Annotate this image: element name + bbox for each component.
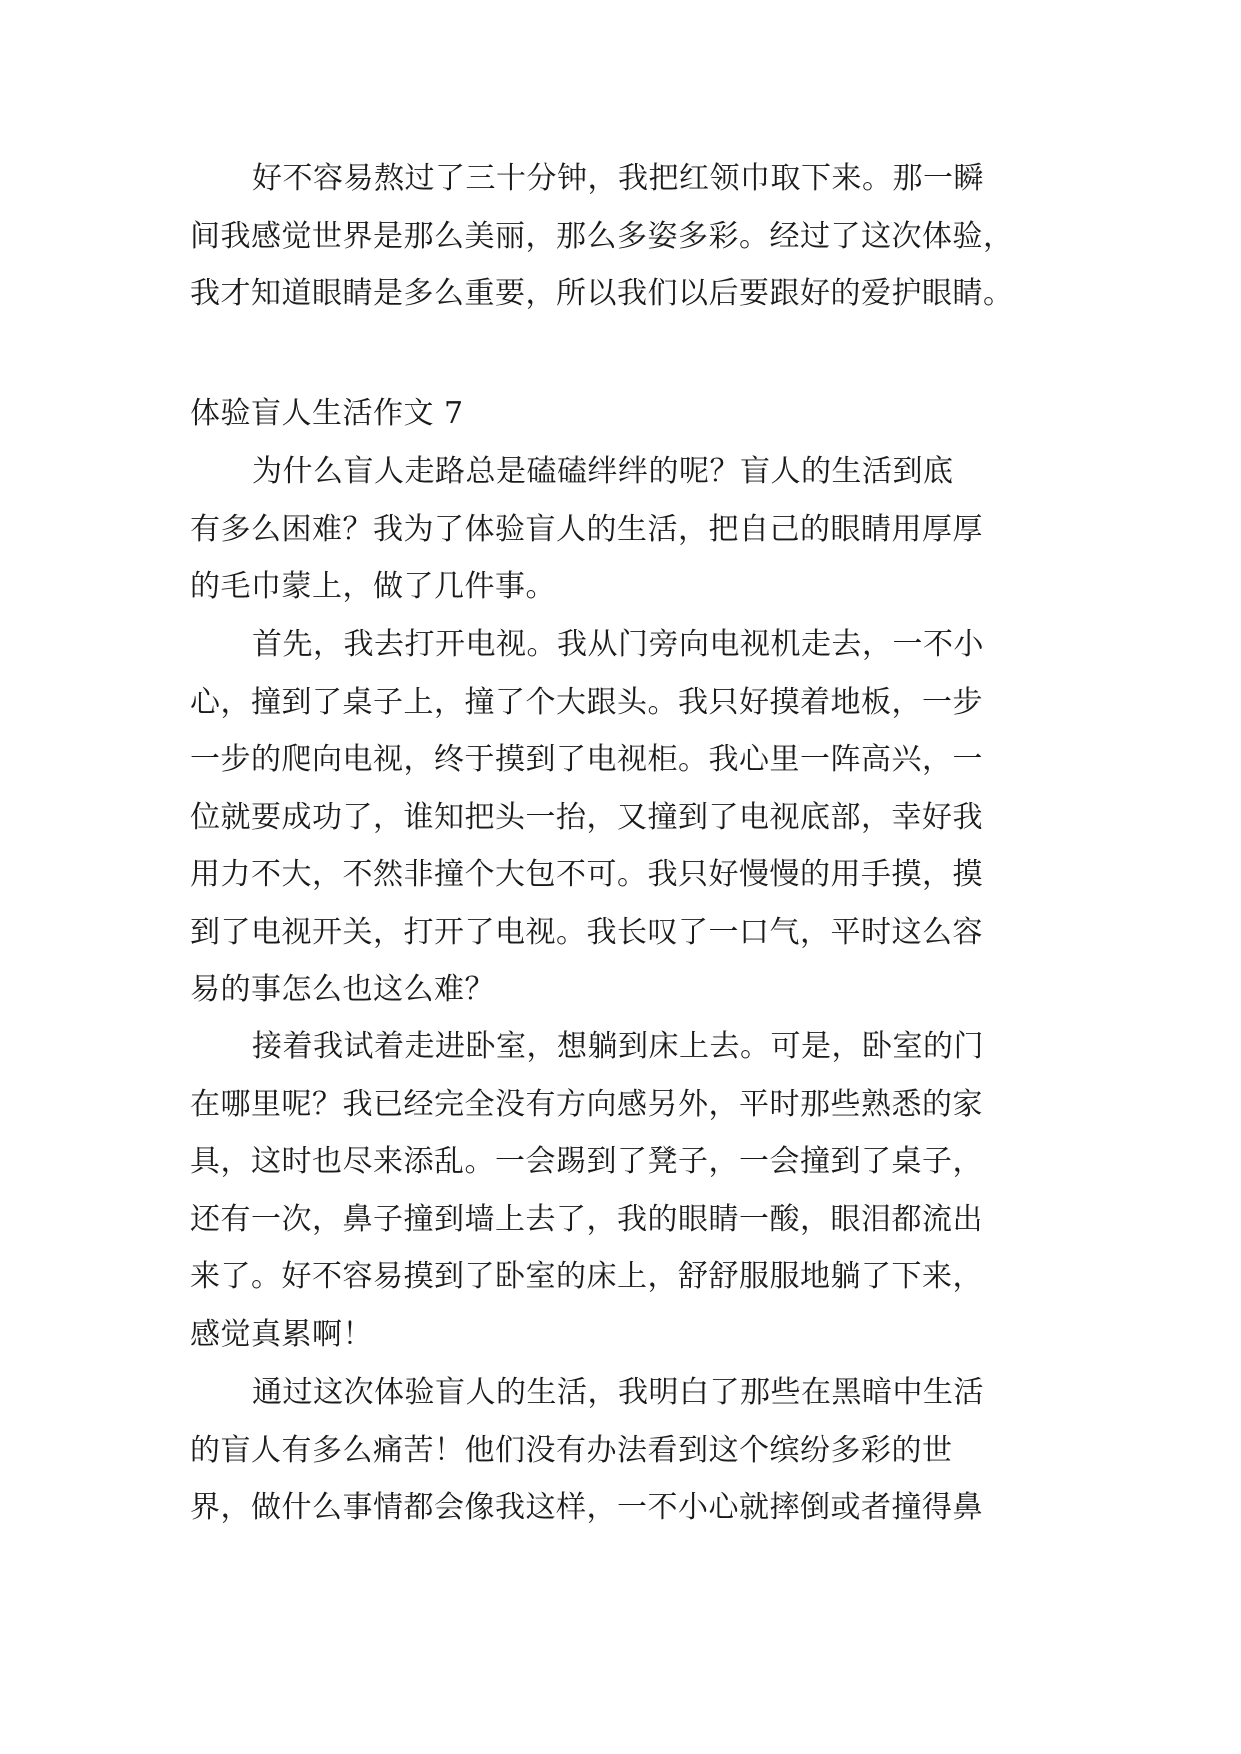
text-line: 有多么困难？我为了体验盲人的生活，把自己的眼睛用厚厚: [190, 511, 983, 547]
text-line: 到了电视开关，打开了电视。我长叹了一口气，平时这么容: [190, 914, 983, 950]
text-line: 在哪里呢？我已经完全没有方向感另外，平时那些熟悉的家: [190, 1086, 983, 1122]
paragraph-bedroom: [190, 1018, 1060, 1363]
text-line: 心，撞到了桌子上，撞了个大跟头。我只好摸着地板，一步: [190, 684, 983, 720]
paragraph-tv: [190, 616, 1060, 1019]
text-line: 的毛巾蒙上，做了几件事。: [190, 569, 556, 604]
text-line: 来了。好不容易摸到了卧室的床上，舒舒服服地躺了下来，: [190, 1259, 983, 1294]
text-line: 好不容易熬过了三十分钟，我把红领巾取下来。那一瞬: [252, 161, 984, 196]
text-line: 的盲人有多么痛苦！他们没有办法看到这个缤纷多彩的世: [190, 1432, 953, 1468]
text-line: 接着我试着走进卧室，想躺到床上去。可是，卧室的门: [252, 1029, 984, 1064]
text-line: 具，这时也尽来添乱。一会踢到了凳子，一会撞到了桌子，: [190, 1144, 983, 1179]
text-line: 我才知道眼睛是多么重要，所以我们以后要跟好的爱护眼睛。: [190, 276, 1014, 311]
text-line: 为什么盲人走路总是磕磕绊绊的呢？盲人的生活到底: [252, 454, 954, 489]
essay-heading: 体验盲人生活作文 7: [190, 396, 464, 431]
text-line: 感觉真累啊！: [190, 1316, 373, 1352]
text-line: 界，做什么事情都会像我这样，一不小心就摔倒或者撞得鼻: [190, 1490, 983, 1525]
text-line: 还有一次，鼻子撞到墙上去了，我的眼睛一酸，眼泪都流出: [190, 1201, 983, 1237]
paragraph-ending: [190, 150, 1060, 323]
text-line: 一步的爬向电视，终于摸到了电视柜。我心里一阵高兴，一: [190, 742, 983, 777]
paragraph-reflection: [190, 1364, 1060, 1537]
text-line: 间我感觉世界是那么美丽，那么多姿多彩。经过了这次体验，: [190, 218, 1014, 254]
text-line: 位就要成功了，谁知把头一抬，又撞到了电视底部，幸好我: [190, 799, 983, 835]
text-line: 易的事怎么也这么难？: [190, 972, 495, 1007]
text-line: 首先，我去打开电视。我从门旁向电视机走去，一不小: [252, 627, 984, 662]
text-line: 用力不大，不然非撞个大包不可。我只好慢慢的用手摸，摸: [190, 857, 983, 892]
paragraph-intro: [190, 443, 1060, 616]
text-line: 通过这次体验盲人的生活，我明白了那些在黑暗中生活: [252, 1375, 984, 1410]
